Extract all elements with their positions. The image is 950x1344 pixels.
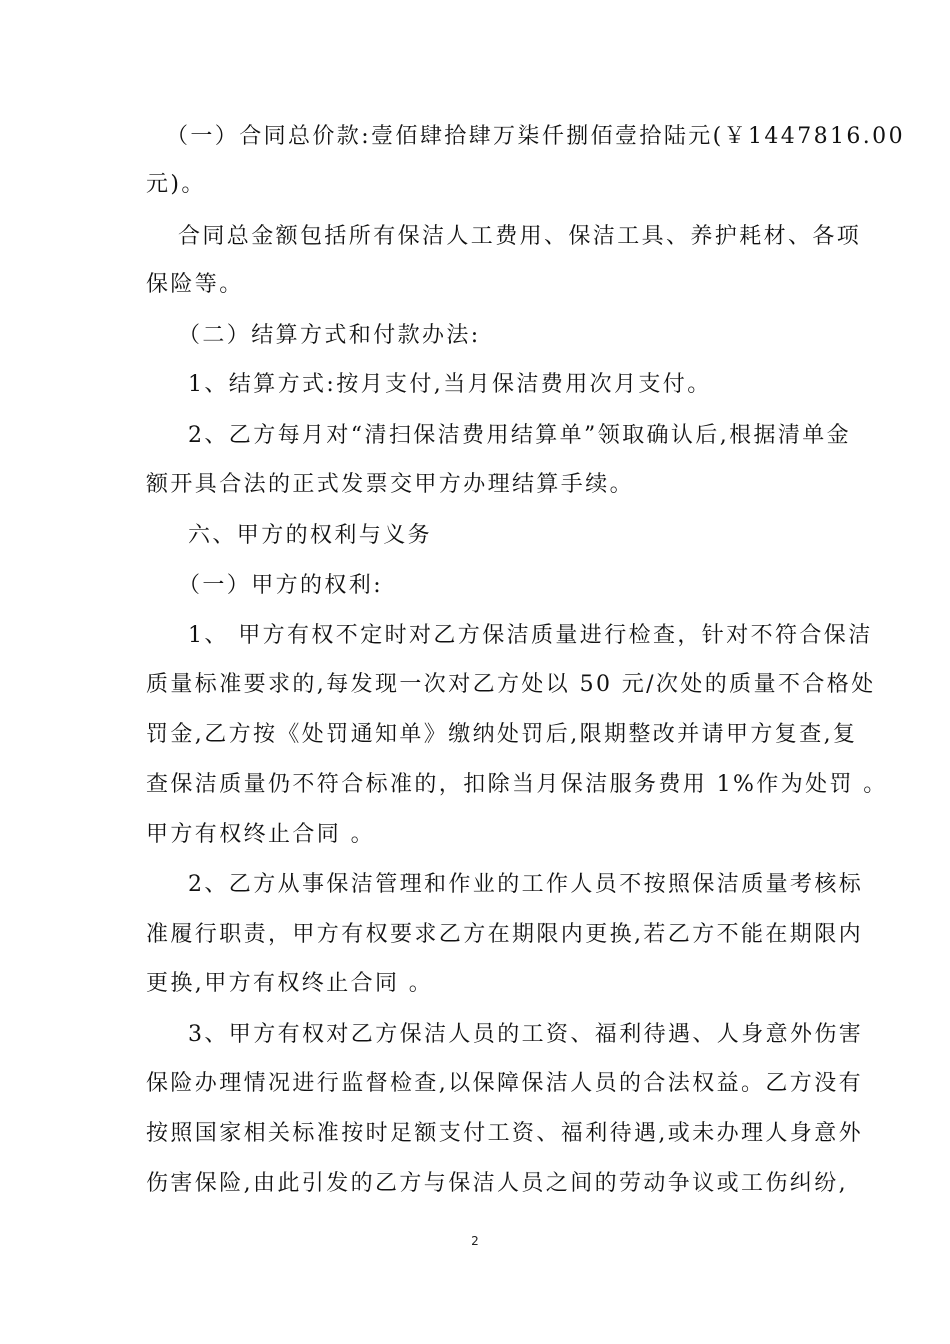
text-line: 查保洁质量仍不符合标准的，扣除当月保洁服务费用 1%作为处罚 。 (146, 772, 888, 797)
text-line: 质量标准要求的,每发现一次对乙方处以 50 元/次处的质量不合格处 (146, 672, 876, 697)
text-line: 按照国家相关标准按时足额支付工资、福利待遇,或未办理人身意外 (146, 1121, 863, 1146)
text-line: 额开具合法的正式发票交甲方办理结算手续。 (146, 472, 635, 497)
text-line: 1、 甲方有权不定时对乙方保洁质量进行检查，针对不符合保洁 (188, 623, 873, 648)
text-line: 更换,甲方有权终止合同 。 (146, 971, 434, 996)
text-line: 准履行职责，甲方有权要求乙方在期限内更换,若乙方不能在期限内 (146, 922, 863, 947)
subsection-heading: （一）甲方的权利: (178, 573, 384, 598)
text-line: 伤害保险,由此引发的乙方与保洁人员之间的劳动争议或工伤纠纷, (146, 1171, 848, 1196)
text-line: 甲方有权终止合同 。 (146, 822, 375, 847)
text-line: （一）合同总价款:壹佰肆拾肆万柒仟捌佰壹拾陆元(￥1447816.00 (166, 124, 905, 149)
text-line: 罚金,乙方按《处罚通知单》缴纳处罚后,限期整改并请甲方复查,复 (146, 722, 858, 747)
page-number: 2 (471, 1234, 479, 1248)
text-line: 1、结算方式:按月支付,当月保洁费用次月支付。 (188, 372, 712, 397)
text-line: 2、乙方从事保洁管理和作业的工作人员不按照保洁质量考核标 (188, 872, 864, 897)
text-line: 3、甲方有权对乙方保洁人员的工资、福利待遇、人身意外伤害 (188, 1022, 864, 1047)
text-line: 2、乙方每月对“清扫保洁费用结算单”领取确认后,根据清单金 (188, 423, 852, 448)
text-line: 保险办理情况进行监督检查,以保障保洁人员的合法权益。乙方没有 (146, 1071, 863, 1096)
text-line: （二）结算方式和付款办法: (178, 323, 481, 348)
text-line: 元)。 (146, 172, 206, 197)
text-line: 合同总金额包括所有保洁人工费用、保洁工具、养护耗材、各项 (178, 224, 862, 249)
section-heading: 六、甲方的权利与义务 (188, 523, 433, 548)
text-line: 保险等。 (146, 272, 244, 297)
